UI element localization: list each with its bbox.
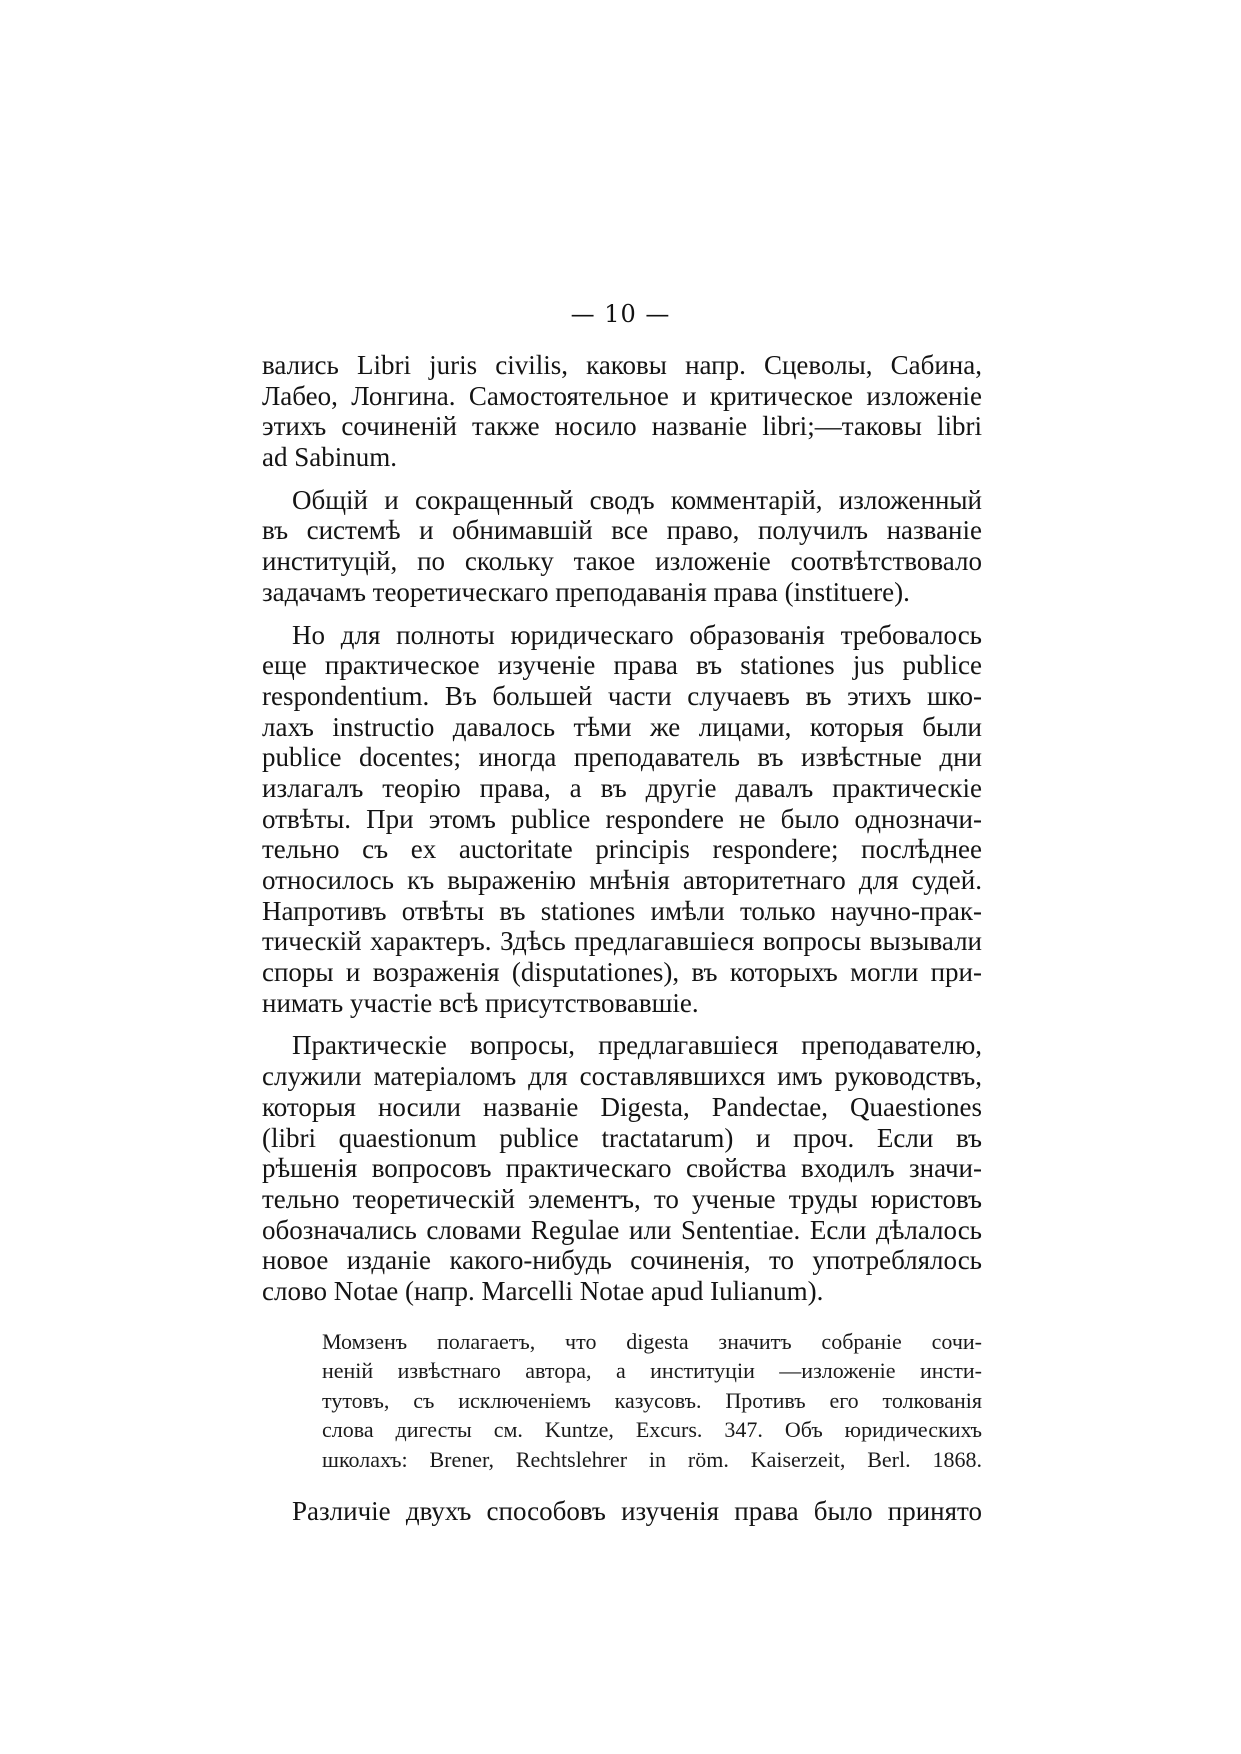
- footnote-line: Момзенъ полагаетъ, что digesta значитъ собраніе сочи-: [322, 1328, 982, 1354]
- footnote-line: школахъ: Brener, Rechtslehrer in röm. Kaiserzeit, Berl. 1868.: [322, 1446, 982, 1472]
- text-line: споры и возраженія (disputationes), въ которыхъ могли при-: [262, 957, 982, 988]
- text-line: въ системѣ и обнимавшій все право, получилъ названіе: [262, 515, 982, 546]
- text-line: publice docentes; иногда преподаватель въ извѣстные дни: [262, 742, 982, 773]
- text-line: относилось къ выраженію мнѣнія авторитетнаго для судей.: [262, 865, 982, 895]
- text-line: институцій, по скольку такое изложеніе соотвѣтствовало: [262, 546, 982, 577]
- text-line: служили матеріаломъ для составлявшихся имъ руководствъ,: [262, 1061, 982, 1092]
- footnote-line: неній извѣстнаго автора, а институціи —изложеніе инсти-: [322, 1358, 982, 1384]
- page-number: — 10 —: [570, 300, 671, 328]
- paragraph: [262, 485, 982, 608]
- text-line: слово Notae (напр. Marcelli Notae apud Iulianum).: [262, 1275, 824, 1306]
- text-line: тельно съ ex auctoritate principis respondere; послѣднее: [262, 834, 982, 865]
- footnote-line: слова дигесты см. Kuntze, Excurs. 347. Объ юридическихъ: [322, 1417, 982, 1443]
- footnote: [262, 1327, 982, 1475]
- text-line: Лабео, Лонгина. Самостоятельное и критическое изложеніе: [262, 380, 982, 411]
- text-line: Напротивъ отвѣты въ stationes имѣли только научно-прак-: [262, 895, 982, 926]
- text-line: задачамъ теоретическаго преподаванія права (instituere).: [262, 576, 910, 607]
- text-line: еще практическое изученіе права въ stationes jus publice: [262, 650, 982, 681]
- text-line: этихъ сочиненій также носило названіе libri;—таковы libri: [262, 411, 982, 442]
- footnote-line: тутовъ, съ исключеніемъ казусовъ. Противъ его толкованія: [322, 1387, 982, 1413]
- text-line: обозначались словами Regulae или Sententiae. Если дѣлалось: [262, 1214, 982, 1245]
- text-line: respondentium. Въ большей части случаевъ въ этихъ шко-: [262, 680, 982, 711]
- text-line: новое изданіе какого-нибудь сочиненія, то употреблялось: [262, 1245, 982, 1276]
- text-line: (libri quaestionum publice tractatarum) и проч. Если въ: [262, 1122, 982, 1153]
- text-line: Практическіе вопросы, предлагавшіеся преподавателю,: [292, 1030, 982, 1061]
- text-line: ad Sabinum.: [262, 442, 397, 473]
- text-body: [262, 350, 982, 1527]
- text-line: Общій и сокращенный сводъ комментарій, изложенный: [292, 484, 982, 515]
- text-line: вались Libri juris civilis, каковы напр. Сцеволы, Сабина,: [262, 350, 982, 380]
- text-line: отвѣты. При этомъ publice respondere не было однозначи-: [262, 803, 982, 834]
- text-line: нимать участіе всѣ присутствовавшіе.: [262, 987, 699, 1018]
- text-line: излагалъ теорію права, а въ другіе давалъ практическіе: [262, 772, 982, 803]
- paragraph: [262, 620, 982, 1019]
- text-line: тическій характеръ. Здѣсь предлагавшіеся вопросы вызывали: [262, 926, 982, 957]
- text-line: Но для полноты юридическаго образованія требовалось: [292, 619, 982, 650]
- text-line: рѣшенія вопросовъ практическаго свойства входилъ значи-: [262, 1153, 982, 1184]
- text-line: лахъ instructio давалось тѣми же лицами, которыя были: [262, 711, 982, 742]
- text-line: которыя носили названіе Digesta, Pandectae, Quaestiones: [262, 1091, 982, 1122]
- text-line: тельно теоретическій элементъ, то ученые труды юристовъ: [262, 1183, 982, 1214]
- paragraph: [262, 1030, 982, 1306]
- closing-line: Различіе двухъ способовъ изученія права было принято: [292, 1496, 982, 1527]
- paragraph: [262, 350, 982, 473]
